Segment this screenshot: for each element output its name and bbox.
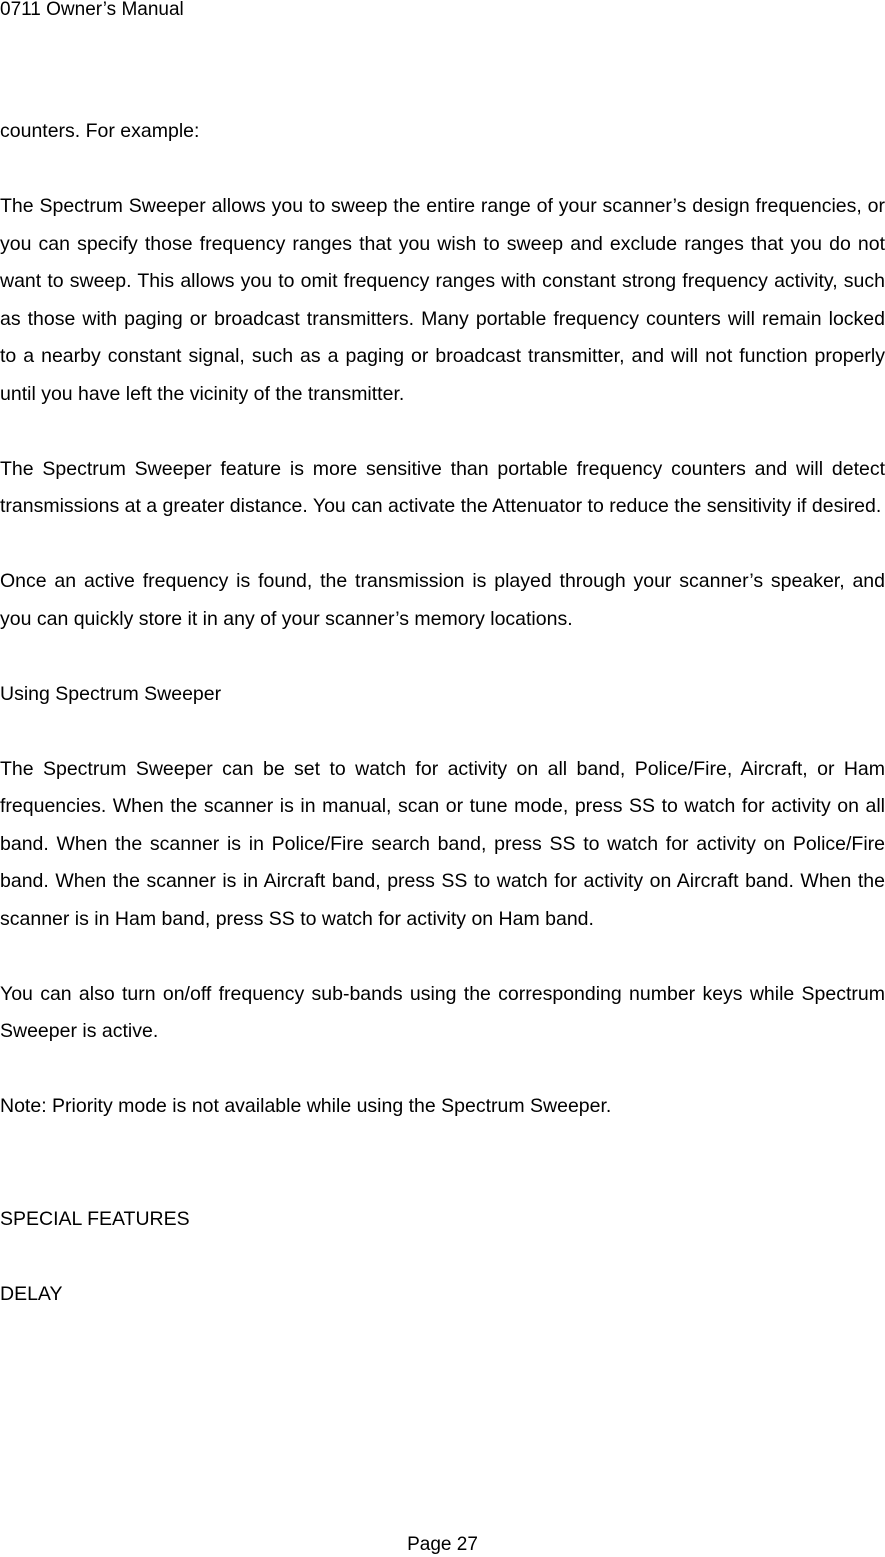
document-header: 0711 Owner’s Manual [0, 0, 184, 20]
paragraph-active-frequency: Once an active frequency is found, the transmission is played through your scanner’s speaker, and you can quickly store it in any of your scanner’s memory locations. [0, 570, 885, 630]
paragraph-band-activity: The Spectrum Sweeper can be set to watch for activity on all band, Police/Fire, Aircraft, or Ham frequencies. When the scanner is in manual, scan or tune mode, press SS to watch for activity on all band. When the scanner is in Police/Fire search band, press SS to watch for activity on Police/Fire band. When the scanner is in Aircraft band, press SS to watch for activity on Aircraft band. When the scanner is in Ham band, press SS to watch for activity on Ham band. [0, 757, 885, 930]
paragraph-intro: counters. For example: [0, 120, 200, 142]
section-heading-using-spectrum-sweeper: Using Spectrum Sweeper [0, 682, 222, 705]
paragraph-sensitivity: The Spectrum Sweeper feature is more sensitive than portable frequency counters and will detect transmissions at a greater distance. You can activate the Attenuator to reduce the sensitivity if desired. [0, 457, 885, 517]
section-heading-special-features: SPECIAL FEATURES [0, 1207, 190, 1230]
page-number: Page 27 [407, 1534, 478, 1555]
paragraph-sweep-range: The Spectrum Sweeper allows you to sweep the entire range of your scanner’s design frequencies, or you can specify those frequency ranges that you wish to sweep and exclude ranges that you do not want to sweep. This allows you to omit frequency ranges with constant strong frequency activity, such as those with paging or broadcast transmitters. Many portable frequency counters will remain locked to a nearby constant signal, such as a paging or broadcast transmitter, and will not function properly until you have left the vicinity of the transmitter. [0, 195, 885, 405]
blank-spacer [0, 1163, 885, 1201]
paragraph-priority-note: Note: Priority mode is not available while using the Spectrum Sweeper. [0, 1095, 612, 1117]
paragraph-sub-bands: You can also turn on/off frequency sub-bands using the corresponding number keys while Spectrum Sweeper is active. [0, 982, 885, 1042]
document-body [0, 113, 885, 1313]
section-heading-delay: DELAY [0, 1282, 63, 1305]
